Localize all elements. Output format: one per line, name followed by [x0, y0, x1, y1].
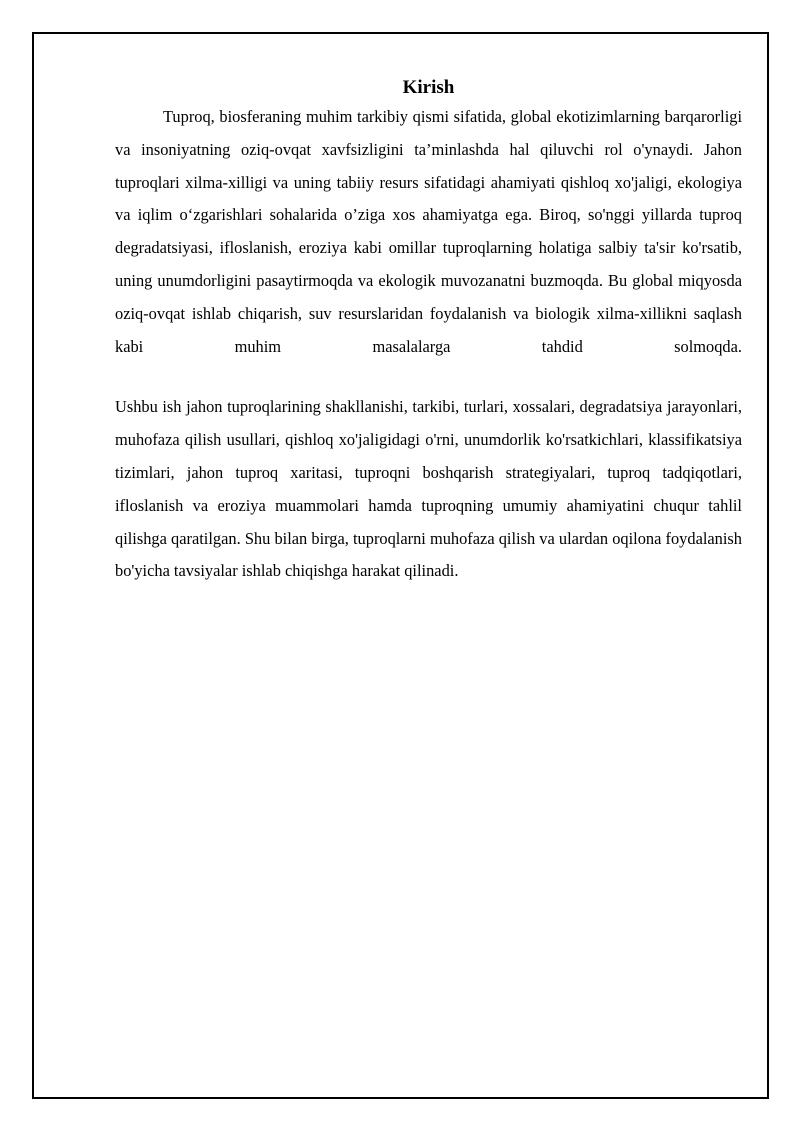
page-title: Kirish — [402, 77, 455, 98]
paragraph-intro: Tuproq, biosferaning muhim tarkibiy qismi sifatida, global ekotizimlarning barqarorligi va insoniyatning oziq-ovqat xavfsizligini ta’minlashda hal qiluvchi rol o'ynaydi. Jahon tuproqlari xilma-xilligi va uning tabiiy resurs sifatidagi ahamiyati qishloq xo'jaligi, ekologiya va iqlim o‘zgarishlari sohalarida o’ziga xos ahamiyatga ega. Biroq, so'nggi yillarda tuproq degradatsiyasi, ifloslanish, eroziya kabi omillar tuproqlarning holatiga salbiy ta'sir ko'rsatib, uning unumdorligini pasaytirmoqda va ekologik muvozanatni buzmoqda. Bu global miqyosda oziq-ovqat ishlab chiqarish, suv resurslaridan foydalanish va biologik xilma-xillikni saqlash kabi muhim masalalarga tahdid solmoqda. — [115, 107, 742, 356]
document-body — [115, 77, 742, 588]
paragraph-scope: Ushbu ish jahon tuproqlarining shakllanishi, tarkibi, turlari, xossalari, degradatsiya jarayonlari, muhofaza qilish usullari, qishloq xo'jaligidagi o'rni, unumdorlik ko'rsatkichlari, klassifikatsiya tizimlari, jahon tuproq xaritasi, tuproqni boshqarish strategiyalari, tuproq tadqiqotlari, ifloslanish va eroziya muammolari hamda tuproqning umumiy ahamiyatini chuqur tahlil qilishga qaratilgan. Shu bilan birga, tuproqlarni muhofaza qilish va ulardan oqilona foydalanish bo'yicha tavsiyalar ishlab chiqishga harakat qilinadi. — [115, 397, 742, 581]
